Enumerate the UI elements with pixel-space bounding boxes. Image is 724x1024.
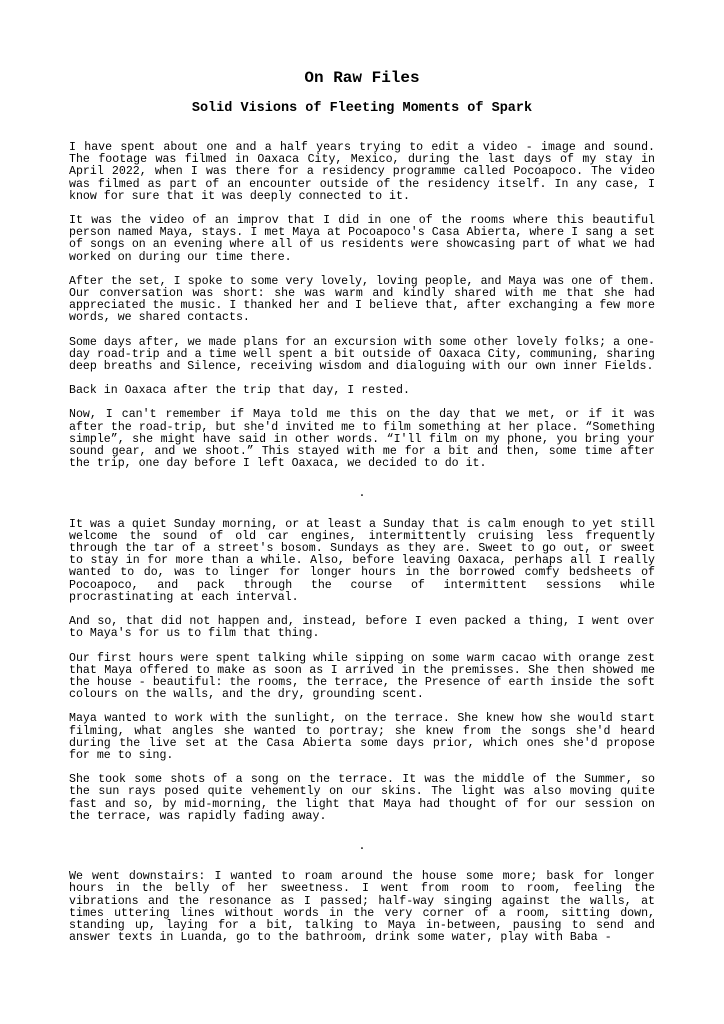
paragraph: It was a quiet Sunday morning, or at least a Sunday that is calm enough to yet still welcome the sound of old car engines, intermittently cruising less frequently through the tar of a street's bosom. Sundays as they are. Sweet to go out, or sweet to stay in for more than a while. Also, before leaving Oaxaca, perhaps all I really wanted to do, was to linger for longer hours in the borrowed comfy bedsheets of Pocoapoco, and pack through the course of intermittent sessions while procrastinating at each interval. <box>69 517 655 604</box>
paragraph: I have spent about one and a half years trying to edit a video - image and sound. The footage was filmed in Oaxaca City, Mexico, during the last days of my stay in April 2022, when I was there for a residency programme called Pocoapoco. The video was filmed as part of an encounter outside of the residency itself. In any case, I know for sure that it was deeply connected to it. <box>69 141 655 203</box>
section-separator: . <box>358 839 366 853</box>
section-separator: . <box>358 487 366 501</box>
document-title: On Raw Files <box>304 69 420 87</box>
paragraph: She took some shots of a song on the terrace. It was the middle of the Summer, so the sun rays posed quite vehemently on our skins. The light was also moving quite fast and so, by mid-morning, the light that Maya had thought of for our session on the terrace, was rapidly fading away. <box>69 773 655 823</box>
paragraph: Now, I can't remember if Maya told me this on the day that we met, or if it was after the road-trip, but she'd invited me to film something at her place. “Something simple”, she might have said in other words. “I'll film on my phone, you bring your sound gear, and we shoot.” This stayed with me for a bit and then, some time after the trip, one day before I left Oaxaca, we decided to do it. <box>69 408 655 471</box>
paragraph: Our first hours were spent talking while sipping on some warm cacao with orange zest that Maya offered to make as soon as I arrived in the premisses. She then showed me the house - beautiful: the rooms, the terrace, the Presence of earth inside the soft colours on the walls, and the dry, grounding scent. <box>69 651 655 702</box>
paragraph: And so, that did not happen and, instead, before I even packed a thing, I went over to Maya's for us to film that thing. <box>69 615 655 641</box>
paragraph: Some days after, we made plans for an excursion with some other lovely folks; a one-day road-trip and a time well spent a bit outside of Oaxaca City, communing, sharing deep breaths and Silence, receiving wisdom and dialoguing with our own inner Fields. <box>69 335 655 374</box>
paragraph: After the set, I spoke to some very lovely, loving people, and Maya was one of them. Our conversation was short: she was warm and kindly shared with me that she had appreciated the music. I thanked her and I believe that, after exchanging a few more words, we shared contacts. <box>69 274 655 325</box>
paragraph: It was the video of an improv that I did in one of the rooms where this beautiful person named Maya, stays. I met Maya at Pocoapoco's Casa Abierta, where I sang a set of songs on an evening where all of us residents were showcasing part of what we had worked on during our time there. <box>69 214 655 264</box>
document-body <box>69 142 655 956</box>
paragraph: We went downstairs: I wanted to roam around the house some more; bask for longer hours in the belly of her sweetness. I went from room to room, feeling the vibrations and the resonance as I passed; half-way singing against the walls, at times uttering lines without words in the very corner of a room, sitting down, standing up, laying for a bit, talking to Maya in-between, pausing to send and answer texts in Luanda, go to the bathroom, drink some water, play with Baba - <box>69 870 655 945</box>
document-subtitle: Solid Visions of Fleeting Moments of Spark <box>191 101 533 116</box>
paragraph: Back in Oaxaca after the trip that day, I rested. <box>69 384 410 398</box>
paragraph: Maya wanted to work with the sunlight, on the terrace. She knew how she would start filming, what angles she wanted to portray; she knew from the songs she'd heard during the live set at the Casa Abierta some days prior, which ones she'd propose for me to sing. <box>69 712 655 762</box>
